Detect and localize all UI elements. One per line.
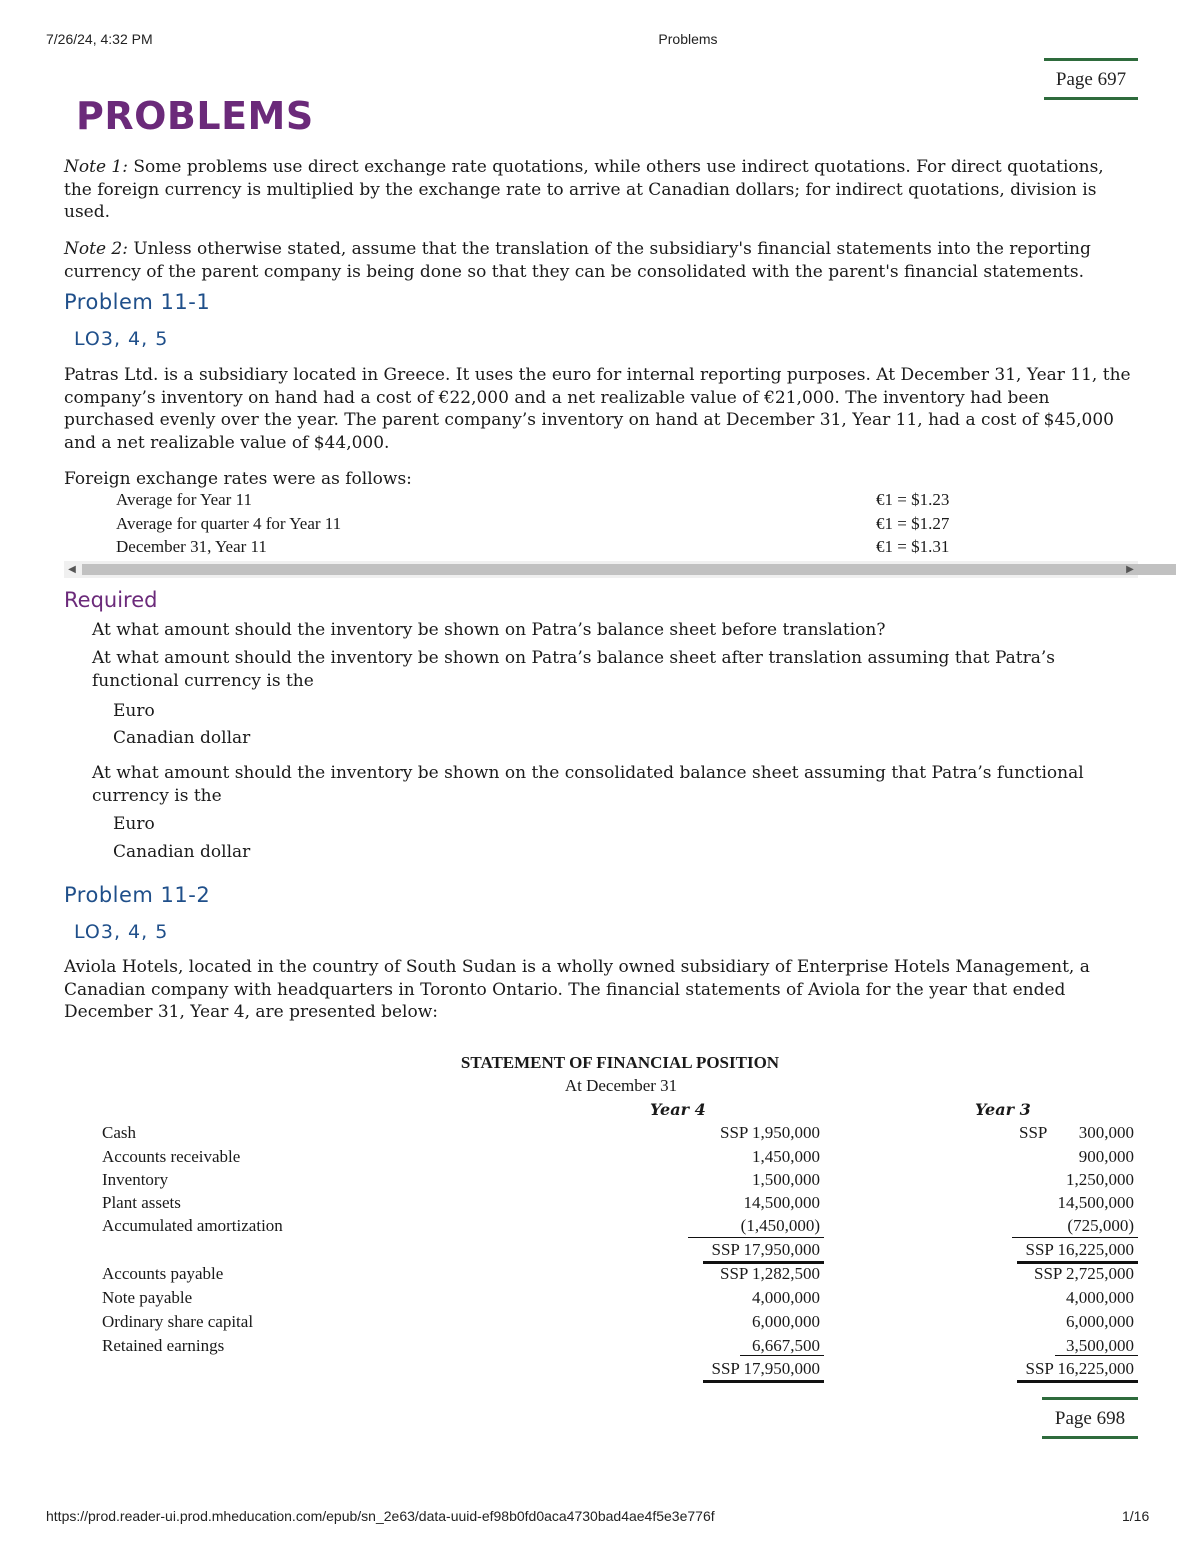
fx-label-1: Average for Year 11 [116, 490, 252, 509]
double-rule-total-year-4 [703, 1380, 824, 1383]
accounts-receivable-year-4: 1,450,000 [752, 1147, 820, 1166]
page-title: PROBLEMS [76, 94, 314, 138]
accumulated-amortization-year-4: (1,450,000) [740, 1216, 820, 1235]
accounts-payable-year-4: SSP 1,282,500 [720, 1264, 820, 1283]
note-1 [64, 156, 1134, 224]
double-rule-assets-year-3 [1017, 1261, 1138, 1264]
note-1-text: Some problems use direct exchange rate quotations, while others use indirect quotations. For direct quotations, the foreign currency is multiplied by the exchange rate to arrive at Canadian dollars; for indirect quotations, division is used. [64, 157, 1104, 222]
problem-11-2-lo: LO3, 4, 5 [74, 921, 169, 943]
plant-assets-year-3: 14,500,000 [1057, 1193, 1134, 1212]
cash-year-3-currency: SSP [1019, 1123, 1048, 1142]
subtotal-rule-year-3 [1012, 1237, 1138, 1238]
note-2-text: Unless otherwise stated, assume that the translation of the subsidiary's financial statements into the reporting currency of the parent company is being done so that they can be consolidated with the parent's financial statements. [64, 239, 1091, 282]
cash-year-3: 300,000 [1078, 1123, 1134, 1142]
double-rule-total-year-3 [1017, 1380, 1138, 1383]
question-b: At what amount should the inventory be shown on Patra’s balance sheet after translation assuming that Patra’s functional currency is the [92, 648, 1056, 691]
double-rule-assets-year-4 [703, 1261, 824, 1264]
note-payable-year-3: 4,000,000 [1066, 1288, 1134, 1307]
accounts-receivable-year-3: 900,000 [1078, 1147, 1134, 1166]
note-2 [64, 238, 1134, 283]
print-doc-title: Problems [658, 31, 718, 47]
fx-rate-3: €1 = $1.31 [876, 537, 950, 556]
print-page-count: 1/16 [1122, 1508, 1150, 1524]
accumulated-amortization-year-3: (725,000) [1067, 1216, 1134, 1235]
row-label-retained-earnings: Retained earnings [102, 1336, 225, 1355]
required-heading: Required [64, 588, 158, 612]
problem-11-1-heading: Problem 11-1 [64, 290, 211, 314]
question-b-option-1: Euro [113, 701, 155, 721]
retained-earnings-year-3: 3,500,000 [1066, 1336, 1134, 1355]
row-label-accounts-receivable: Accounts receivable [102, 1147, 241, 1166]
scroll-right-icon[interactable]: ▶ [1126, 564, 1134, 575]
row-label-accumulated-amortization: Accumulated amortization [102, 1216, 283, 1235]
scroll-left-icon[interactable]: ◀ [68, 564, 76, 575]
fx-label-2: Average for quarter 4 for Year 11 [116, 514, 342, 533]
note-payable-year-4: 4,000,000 [752, 1288, 820, 1307]
plant-assets-year-4: 14,500,000 [743, 1193, 820, 1212]
row-label-note-payable: Note payable [102, 1288, 193, 1307]
inventory-year-4: 1,500,000 [752, 1170, 820, 1189]
problem-11-2-body: Aviola Hotels, located in the country of South Sudan is a wholly owned subsidiary of Enterprise Hotels Management, a Canadian company with headquarters in Toronto Ontario. The financial statements of Aviola for the year that ended December 31, Year 4, are presented below: [64, 957, 1090, 1022]
page-marker-bottom: Page 698 [1042, 1397, 1138, 1439]
statement-subtitle: At December 31 [564, 1076, 678, 1095]
problem-11-1-body: Patras Ltd. is a subsidiary located in Greece. It uses the euro for internal reporting purposes. At December 31, Year 11, the company’s inventory on hand had a cost of €22,000 and a net realizable value of €21,000. The inventory had been purchased evenly over the year. The parent company’s inventory on hand at December 31, Year 11, had a cost of $45,000 and a net realizable value of $44,000. [64, 365, 1131, 453]
share-capital-year-3: 6,000,000 [1066, 1312, 1134, 1331]
total-assets-year-4: SSP 17,950,000 [711, 1240, 820, 1259]
question-b-option-2: Canadian dollar [113, 728, 251, 748]
column-year-4: Year 4 [650, 1100, 706, 1119]
row-label-plant-assets: Plant assets [102, 1193, 181, 1212]
question-c-option-2: Canadian dollar [113, 842, 251, 862]
row-label-inventory: Inventory [102, 1170, 169, 1189]
question-a: At what amount should the inventory be shown on Patra’s balance sheet before translation? [92, 620, 886, 640]
fx-label-3: December 31, Year 11 [116, 537, 267, 556]
question-c: At what amount should the inventory be shown on the consolidated balance sheet assuming that Patra’s functional currency is the [92, 763, 1084, 806]
note-2-label: Note 2: [64, 239, 128, 259]
share-capital-year-4: 6,000,000 [752, 1312, 820, 1331]
fx-intro: Foreign exchange rates were as follows: [64, 469, 412, 489]
fx-table-scrollbar[interactable] [64, 561, 1138, 578]
retained-earnings-year-4: 6,667,500 [752, 1336, 820, 1355]
fx-rate-2: €1 = $1.27 [876, 514, 950, 533]
total-equity-liabilities-year-4: SSP 17,950,000 [711, 1359, 820, 1378]
cash-year-4: SSP 1,950,000 [720, 1123, 820, 1142]
inventory-year-3: 1,250,000 [1066, 1170, 1134, 1189]
note-1-label: Note 1: [64, 157, 128, 177]
problem-11-1-lo: LO3, 4, 5 [74, 328, 169, 350]
subtotal-rule-year-4 [688, 1237, 824, 1238]
question-c-option-1: Euro [113, 814, 155, 834]
row-label-cash: Cash [102, 1123, 136, 1142]
print-url: https://prod.reader-ui.prod.mheducation.com/epub/sn_2e63/data-uuid-ef98b0fd0aca4730bad4ae4f5e3e776f [46, 1508, 715, 1524]
accounts-payable-year-3: SSP 2,725,000 [1034, 1264, 1134, 1283]
total-assets-year-3: SSP 16,225,000 [1025, 1240, 1134, 1259]
fx-rate-1: €1 = $1.23 [876, 490, 950, 509]
print-datetime: 7/26/24, 4:32 PM [46, 31, 153, 47]
column-year-3: Year 3 [975, 1100, 1031, 1119]
scrollbar-thumb[interactable] [82, 564, 1176, 575]
page-marker-top: Page 697 [1044, 58, 1138, 100]
subtotal-rule-re-year-4 [740, 1355, 824, 1356]
row-label-ordinary-share-capital: Ordinary share capital [102, 1312, 254, 1331]
row-label-accounts-payable: Accounts payable [102, 1264, 224, 1283]
statement-title: STATEMENT OF FINANCIAL POSITION [460, 1053, 780, 1072]
total-equity-liabilities-year-3: SSP 16,225,000 [1025, 1359, 1134, 1378]
subtotal-rule-re-year-3 [1055, 1355, 1138, 1356]
problem-11-2-heading: Problem 11-2 [64, 883, 211, 907]
